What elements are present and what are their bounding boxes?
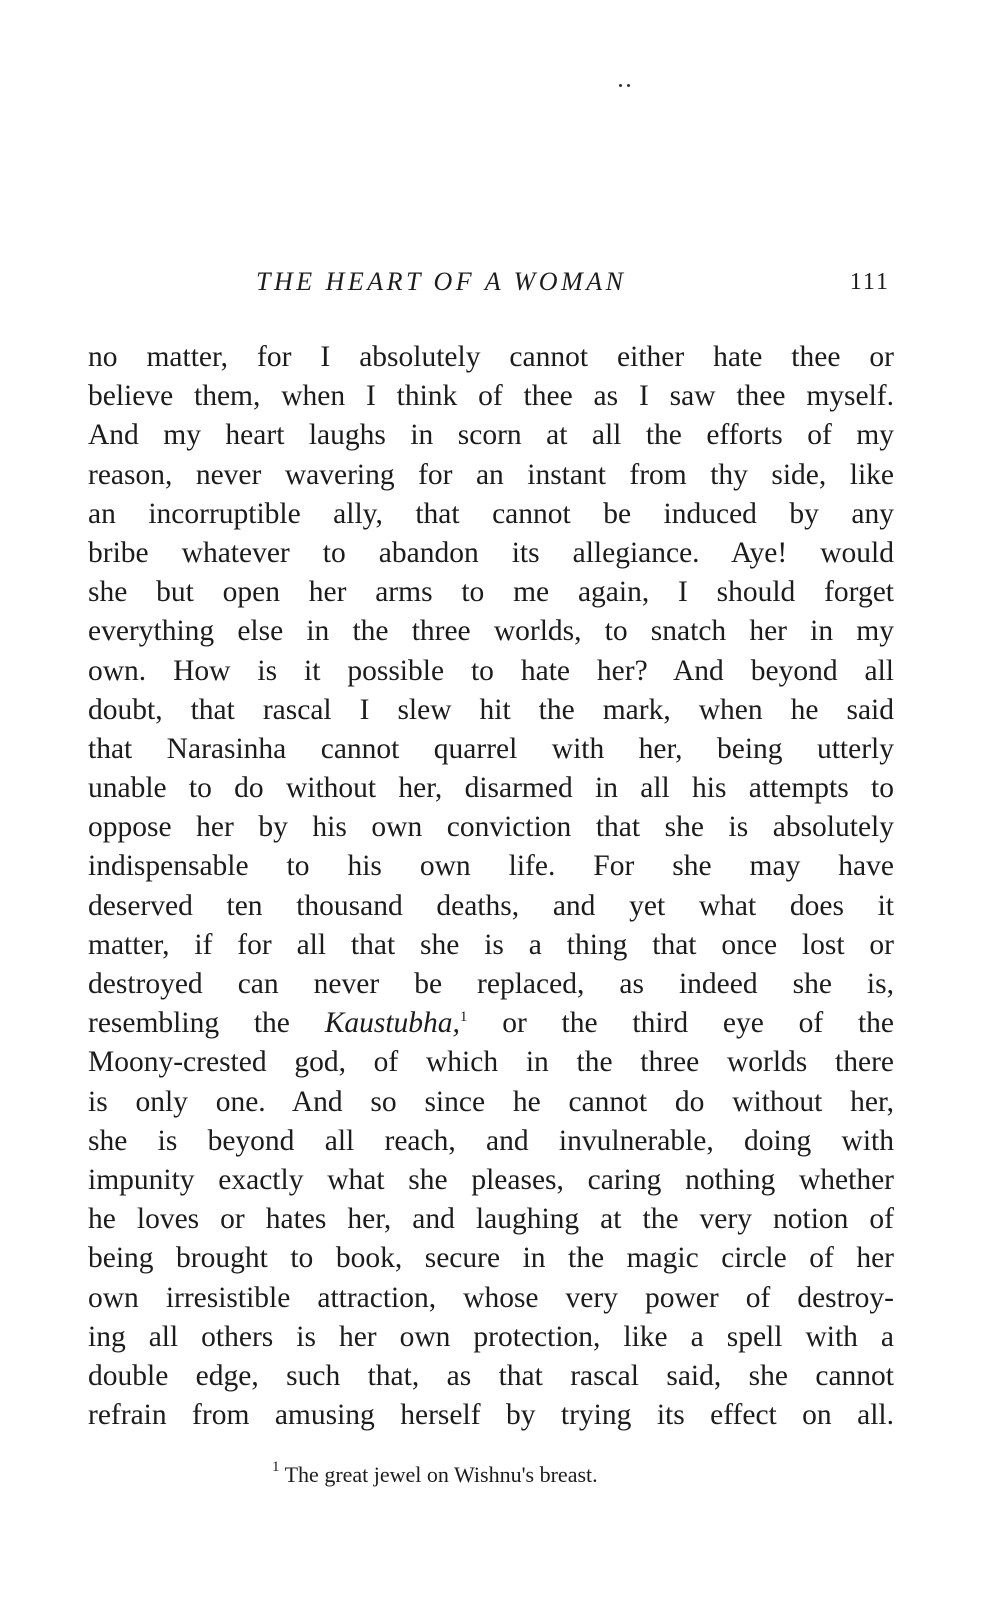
kaustubha-after: or the third eye of the bbox=[502, 1007, 894, 1040]
footnote-marker: 1 bbox=[272, 1459, 280, 1475]
kaustubha-term: Kaustubha, bbox=[324, 1007, 460, 1040]
text-line: unable to do without her, disarmed in all his attempts to bbox=[88, 772, 894, 805]
text-line: destroyed can never be replaced, as indeed she is, bbox=[88, 968, 894, 1000]
text-line-kaustubha bbox=[88, 1004, 894, 1043]
text-line: And my heart laughs in scorn at all the efforts of my bbox=[88, 419, 894, 452]
text-line: ing all others is her own protection, like a spell with a bbox=[88, 1320, 894, 1353]
footnote bbox=[272, 1460, 598, 1490]
text-line: double edge, such that, as that rascal said, she cannot bbox=[88, 1359, 894, 1392]
text-line: reason, never wavering for an instant from thy side, like bbox=[88, 458, 894, 491]
text-line: indispensable to his own life. For she may have bbox=[88, 850, 894, 883]
text-line: is only one. And so since he cannot do without her, bbox=[88, 1085, 894, 1118]
text-line: impunity exactly what she pleases, caring nothing whether bbox=[88, 1163, 894, 1196]
text-line: own. How is it possible to hate her? And beyond all bbox=[88, 654, 894, 687]
text-line: bribe whatever to abandon its allegiance. Aye! would bbox=[88, 536, 894, 569]
footnote-reference: 1 bbox=[459, 1009, 468, 1026]
text-line: believe them, when I think of thee as I saw thee myself. bbox=[88, 380, 894, 413]
running-title: THE HEART OF A WOMAN bbox=[256, 267, 627, 296]
text-line: no matter, for I absolutely cannot either hate thee or bbox=[88, 341, 894, 373]
text-line: being brought to book, secure in the magic circle of her bbox=[88, 1242, 894, 1275]
text-line: she is beyond all reach, and invulnerable, doing with bbox=[88, 1124, 894, 1157]
text-line: refrain from amusing herself by trying its effect on all. bbox=[88, 1399, 894, 1432]
footnote-text: The great jewel on Wishnu's breast. bbox=[284, 1462, 598, 1487]
text-line: own irresistible attraction, whose very power of destroy- bbox=[88, 1281, 894, 1314]
running-head bbox=[256, 262, 900, 302]
ink-speck bbox=[619, 84, 622, 87]
text-line: Moony-crested god, of which in the three worlds there bbox=[88, 1046, 894, 1079]
text-line: she but open her arms to me again, I should forget bbox=[88, 576, 894, 609]
text-line: an incorruptible ally, that cannot be induced by any bbox=[88, 497, 894, 530]
text-line: deserved ten thousand deaths, and yet what does it bbox=[88, 889, 894, 922]
text-line: he loves or hates her, and laughing at the very notion of bbox=[88, 1203, 894, 1236]
text-line: oppose her by his own conviction that she is absolutely bbox=[88, 811, 894, 844]
kaustubha-before: resembling the bbox=[88, 1007, 290, 1040]
body-text bbox=[88, 338, 894, 1435]
page-number: 111 bbox=[849, 269, 890, 295]
text-line: that Narasinha cannot quarrel with her, being utterly bbox=[88, 732, 894, 765]
text-line: doubt, that rascal I slew hit the mark, when he said bbox=[88, 693, 894, 726]
text-line: matter, if for all that she is a thing that once lost or bbox=[88, 928, 894, 961]
text-line: everything else in the three worlds, to snatch her in my bbox=[88, 615, 894, 648]
